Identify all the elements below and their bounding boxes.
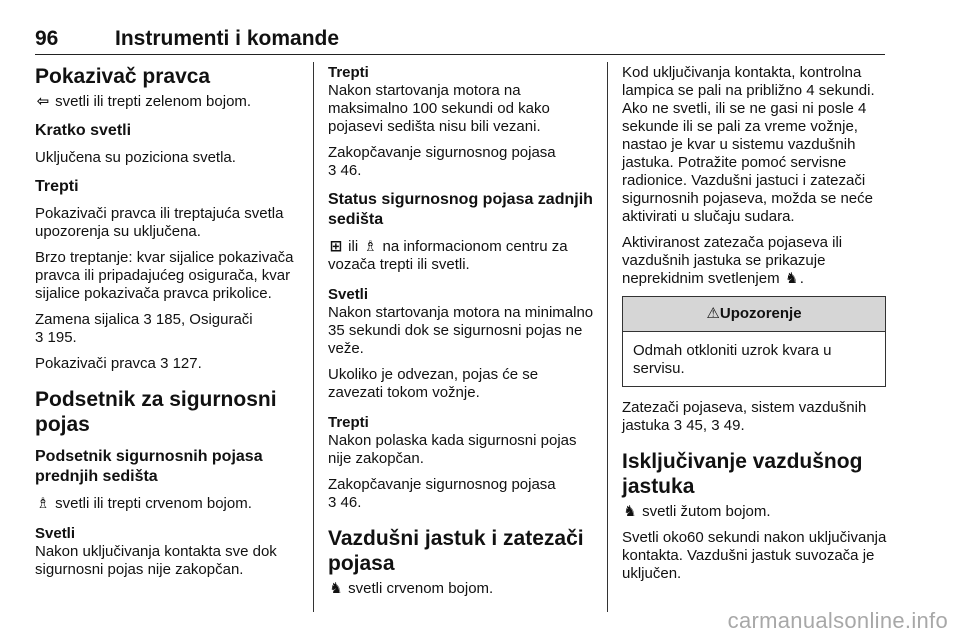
heading-turn-signal: Pokazivač pravca bbox=[35, 65, 211, 88]
page-number: 96 bbox=[35, 27, 59, 50]
ref-link[interactable]: 195 bbox=[47, 329, 73, 346]
unfasten-text: Ukoliko je odvezan, pojas će se zavezati tokom vožnje. bbox=[328, 366, 539, 401]
blink-text: Pokazivači pravca ili treptajuća svetla upozorenja su uključena. bbox=[35, 205, 284, 240]
blink2-text: Nakon polaska kada sigurnosni pojas nije zakopčan. bbox=[328, 432, 577, 467]
heading-rear-seatbelt: Status sigurnosnog pojasa zadnjih sedišta bbox=[328, 191, 593, 228]
turn-arrow-icon: ⇦ bbox=[36, 93, 50, 110]
ref-arrow-icon: 3 bbox=[143, 311, 152, 328]
watermark: carmanualsonline.info bbox=[727, 608, 948, 633]
heading-blink-2: Trepti bbox=[328, 414, 369, 431]
airbag-icon: ♞ bbox=[785, 270, 799, 287]
ref-link[interactable]: 49. bbox=[723, 417, 745, 434]
lit-text: Nakon uključivanja kontakta sve dok sigurnosni pojas nije zakopčan. bbox=[35, 543, 277, 578]
column-3 bbox=[622, 64, 888, 591]
ref-arrow-icon: 3 bbox=[673, 417, 683, 434]
airbag-off-line: ♞ svetli žutom bojom. bbox=[623, 503, 771, 520]
header-rule bbox=[35, 54, 885, 55]
lit-text: Nakon startovanja motora na minimalno 35 sekundi dok se sigurnosni pojas ne veže. bbox=[328, 304, 594, 357]
heading-lit: Svetli bbox=[328, 286, 369, 303]
ref-link[interactable]: 185 bbox=[155, 311, 181, 328]
chapter-title: Instrumenti i komande bbox=[115, 27, 340, 50]
heading-airbag: Vazdušni jastuk i zatezači pojasa bbox=[328, 527, 584, 575]
column-divider-2 bbox=[607, 62, 608, 612]
fasten-ref-2: Zakopčavanje sigurnosnog pojasa 3 46. bbox=[328, 476, 556, 511]
heading-blink: Trepti bbox=[35, 178, 79, 195]
heading-lit: Svetli bbox=[35, 525, 76, 542]
column-divider-1 bbox=[313, 62, 314, 612]
ref-arrow-icon: 3 bbox=[328, 162, 337, 179]
seatbelt-icon: ♗ bbox=[363, 238, 378, 255]
airbag-line: ♞ svetli crvenom bojom. bbox=[329, 580, 494, 597]
ref-bulbs-fuses: Zamena sijalica 3 185, Osigurači 3 195. bbox=[35, 311, 253, 346]
warning-text: Odmah otkloniti uzrok kvara u servisu. bbox=[633, 342, 832, 377]
blink1-text: Nakon startovanja motora na maksimalno 100 sekundi od kako pojasevi sedišta nisu bili vezani. bbox=[328, 82, 550, 135]
warning-box bbox=[622, 296, 886, 387]
rear-seatbelt-line: ⊞ ili ♗ na informacionom centru za vozača trepti ili svetli. bbox=[328, 238, 568, 273]
warning-header bbox=[623, 297, 885, 332]
tensioner-ref: Zatezači pojaseva, sistem vazdušnih jastuka 3 45, 3 49. bbox=[622, 399, 867, 434]
heading-blink-1: Trepti bbox=[328, 64, 369, 81]
fast-blink-text: Brzo treptanje: kvar sijalice pokazivača pravca ili pripadajućeg osigurača, kvar sijalice pokazivača pravca prikolice. bbox=[35, 249, 294, 302]
warning-title: Upozorenje bbox=[719, 305, 802, 322]
warning-icon: ⚠ bbox=[706, 305, 720, 322]
front-seatbelt-line: ♗ svetli ili trepti crvenom bojom. bbox=[36, 495, 252, 512]
activated-text: Aktiviranost zatezača pojaseva ili vazdušnih jastuka se prikazuje neprekidnim svetlenjem ♞. bbox=[622, 234, 843, 287]
seatbelt-icon: ♗ bbox=[36, 495, 50, 512]
ref-arrow-icon: 3 bbox=[711, 417, 720, 434]
ref-link[interactable]: 46. bbox=[340, 494, 362, 511]
short-lit-text: Uključena su poziciona svetla. bbox=[35, 149, 236, 166]
airbag-off-text: Svetli oko60 sekundi nakon uključivanja kontakta. Vazdušni jastuk suvozača je uključen. bbox=[622, 529, 887, 582]
heading-front-seatbelt: Podsetnik sigurnosnih pojasa prednjih sedišta bbox=[35, 448, 263, 485]
ref-link[interactable]: 45 bbox=[686, 417, 703, 434]
ref-arrow-icon: 3 bbox=[328, 494, 337, 511]
fasten-ref-1: Zakopčavanje sigurnosnog pojasa 3 46. bbox=[328, 144, 556, 179]
page-header bbox=[35, 27, 885, 53]
seat-grid-icon: ⊞ bbox=[329, 238, 343, 255]
airbag-off-icon: ♞ bbox=[623, 503, 637, 520]
ref-arrow-icon: 3 bbox=[35, 329, 44, 346]
ref-link[interactable]: 46. bbox=[340, 162, 362, 179]
column-2 bbox=[328, 64, 594, 606]
ref-link[interactable]: 127 bbox=[172, 355, 198, 372]
heading-short-lit: Kratko svetli bbox=[35, 122, 132, 139]
ref-arrow-icon: 3 bbox=[160, 355, 169, 372]
ref-turn-signals: Pokazivači pravca 3 127. bbox=[35, 355, 202, 372]
column-1 bbox=[35, 64, 301, 587]
heading-seatbelt-reminder: Podsetnik za sigurnosni pojas bbox=[35, 388, 277, 436]
heading-airbag-off: Isključivanje vazdušnog jastuka bbox=[622, 450, 863, 498]
ignition-text: Kod uključivanja kontakta, kontrolna lampica se pali na približno 4 sekundi. Ako ne svetli, ili se ne gasi ni posle 4 sekunde ili se pali za vreme vožnje, nastao je kvar u sistemu vazdušnih jastuka. Potražite pomoć servisne radionice. Vazdušni jastuci i zatezači sigurnosnih pojaseva, možda se neće aktivirati u slučaju sudara. bbox=[622, 64, 875, 225]
airbag-icon: ♞ bbox=[329, 580, 343, 597]
turn-signal-line: ⇦ svetli ili trepti zelenom bojom. bbox=[36, 93, 252, 110]
